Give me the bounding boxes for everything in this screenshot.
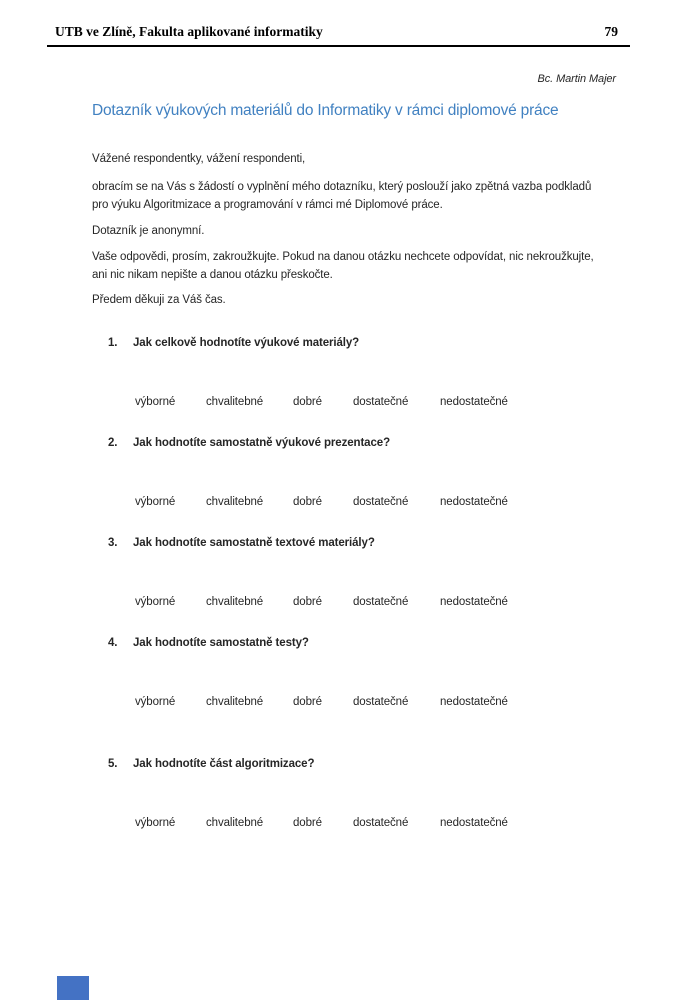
instructions-line-2: ani nic nikam nepište a danou otázku přeskočte. (92, 269, 333, 281)
anonymity-note: Dotazník je anonymní. (92, 225, 205, 237)
question-block-2 (92, 436, 632, 509)
question-text: Jak hodnotíte samostatně testy? (133, 637, 309, 649)
option-chvalitebne: chvalitebné (206, 817, 264, 829)
question-line (92, 436, 632, 451)
author-line: Bc. Martin Majer (537, 73, 616, 85)
question-line (92, 757, 632, 772)
option-dobre: dobré (293, 496, 322, 508)
question-number: 3. (108, 537, 118, 549)
option-nedostatecne: nedostatečné (440, 396, 508, 408)
question-number: 5. (108, 758, 118, 770)
option-dostatecne: dostatečné (353, 496, 409, 508)
option-nedostatecne: nedostatečné (440, 496, 508, 508)
question-block-4 (92, 636, 632, 709)
answer-options-row (135, 816, 632, 830)
option-chvalitebne: chvalitebné (206, 696, 264, 708)
option-dobre: dobré (293, 596, 322, 608)
option-nedostatecne: nedostatečné (440, 696, 508, 708)
option-chvalitebne: chvalitebné (206, 396, 264, 408)
question-line (92, 536, 632, 551)
option-dobre: dobré (293, 396, 322, 408)
option-vyborne: výborné (135, 496, 176, 508)
instructions-paragraph (92, 248, 622, 284)
question-text: Jak hodnotíte samostatně textové materiály? (133, 537, 375, 549)
option-chvalitebne: chvalitebné (206, 596, 264, 608)
option-vyborne: výborné (135, 817, 176, 829)
question-number: 2. (108, 437, 118, 449)
page-header (47, 24, 630, 47)
question-text: Jak celkově hodnotíte výukové materiály? (133, 337, 360, 349)
request-paragraph (92, 178, 622, 214)
header-title: UTB ve Zlíně, Fakulta aplikované informatiky (55, 24, 323, 39)
option-dobre: dobré (293, 817, 322, 829)
questionnaire-title: Dotazník výukových materiálů do Informatiky v rámci diplomové práce (92, 102, 559, 119)
question-block-1 (92, 336, 632, 409)
option-chvalitebne: chvalitebné (206, 496, 264, 508)
request-line-1: obracím se na Vás s žádostí o vyplnění mého dotazníku, který poslouží jako zpětná vazba podkladů (92, 181, 592, 193)
option-nedostatecne: nedostatečné (440, 596, 508, 608)
salutation: Vážené respondentky, vážení respondenti, (92, 153, 306, 165)
option-dostatecne: dostatečné (353, 817, 409, 829)
page-number: 79 (604, 24, 618, 39)
question-text: Jak hodnotíte samostatně výukové prezentace? (133, 437, 390, 449)
question-block-3 (92, 536, 632, 609)
thanks-line: Předem děkuji za Váš čas. (92, 294, 226, 306)
request-line-2: pro výuku Algoritmizace a programování v rámci mé Diplomové práce. (92, 199, 443, 211)
next-page-chart-bar-fragment (57, 976, 89, 1000)
option-vyborne: výborné (135, 696, 176, 708)
option-vyborne: výborné (135, 596, 176, 608)
question-number: 1. (108, 337, 118, 349)
option-nedostatecne: nedostatečné (440, 817, 508, 829)
option-vyborne: výborné (135, 396, 176, 408)
answer-options-row (135, 695, 632, 709)
option-dostatecne: dostatečné (353, 596, 409, 608)
instructions-line-1: Vaše odpovědi, prosím, zakroužkujte. Pokud na danou otázku nechcete odpovídat, nic nekroužkujte, (92, 251, 594, 263)
question-text: Jak hodnotíte část algoritmizace? (133, 758, 315, 770)
question-block-5 (92, 757, 632, 830)
question-line (92, 336, 632, 351)
option-dostatecne: dostatečné (353, 696, 409, 708)
question-line (92, 636, 632, 651)
question-number: 4. (108, 637, 118, 649)
option-dostatecne: dostatečné (353, 396, 409, 408)
answer-options-row (135, 495, 632, 509)
option-dobre: dobré (293, 696, 322, 708)
answer-options-row (135, 395, 632, 409)
answer-options-row (135, 595, 632, 609)
